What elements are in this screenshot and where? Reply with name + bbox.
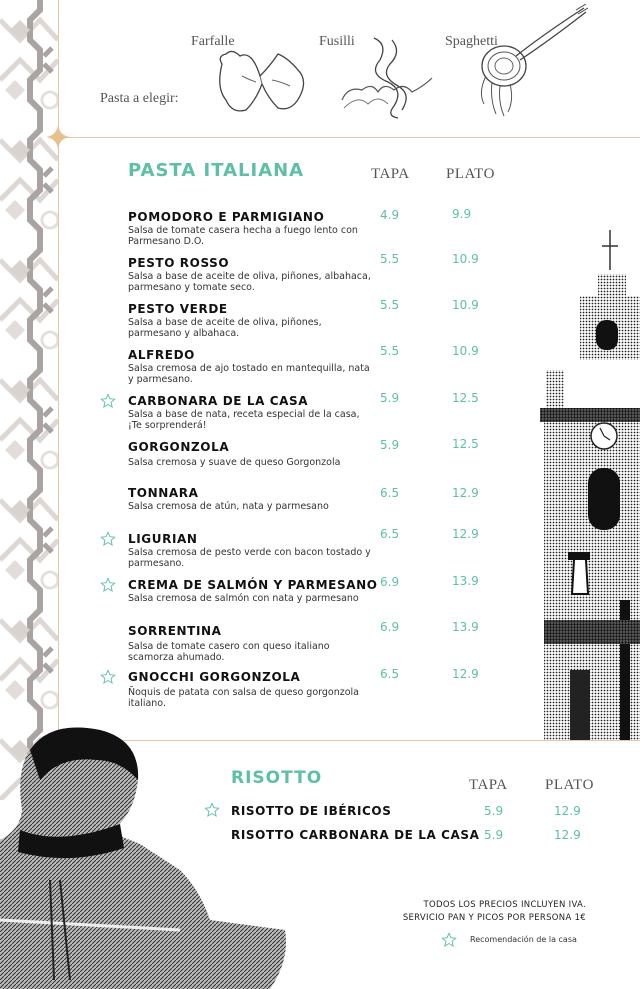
shape-label-fusilli: Fusilli xyxy=(319,34,355,49)
menu-item xyxy=(128,348,378,385)
shape-label-spaghetti: Spaghetti xyxy=(445,34,498,49)
item-name: PESTO VERDE xyxy=(128,302,228,316)
price-tapa: 6.5 xyxy=(380,486,400,500)
item-name: POMODORO E PARMIGIANO xyxy=(128,210,325,224)
price-plato: 12.5 xyxy=(452,437,479,451)
column-header-plato: PLATO xyxy=(545,777,594,793)
price-tapa: 5.9 xyxy=(380,391,400,405)
menu-item xyxy=(128,394,378,431)
menu-item xyxy=(128,302,378,339)
item-description: Salsa de tomate casero con queso italiano scamorza ahumado. xyxy=(128,641,330,663)
legend-recommendation: Recomendación de la casa xyxy=(470,935,577,944)
fusilli-icon xyxy=(338,34,438,120)
price-tapa: 5.5 xyxy=(380,344,400,358)
item-description: Salsa a base de aceite de oliva, piñones, albahaca, parmesano y tomate seco. xyxy=(128,271,371,293)
price-plato: 12.9 xyxy=(452,667,479,681)
item-name: PESTO ROSSO xyxy=(128,256,230,270)
geometric-pattern-border xyxy=(0,0,58,800)
item-name: GORGONZOLA xyxy=(128,440,230,454)
price-plato: 10.9 xyxy=(452,252,479,266)
menu-item xyxy=(128,486,378,512)
price-tapa: 5.5 xyxy=(380,298,400,312)
price-tapa: 5.9 xyxy=(484,804,504,818)
column-header-plato: PLATO xyxy=(446,166,495,182)
item-description: Salsa cremosa y suave de queso Gorgonzola xyxy=(128,457,341,468)
menu-item xyxy=(128,624,378,663)
recommended-star-icon xyxy=(100,577,116,593)
recommended-star-icon xyxy=(204,802,220,818)
price-tapa: 5.5 xyxy=(380,252,400,266)
menu-item xyxy=(128,210,378,247)
item-name: ALFREDO xyxy=(128,348,195,362)
item-name: CREMA DE SALMÓN Y PARMESANO xyxy=(128,578,378,592)
statue-illustration xyxy=(0,720,300,989)
recommended-star-icon xyxy=(100,669,116,685)
price-plato: 10.9 xyxy=(452,298,479,312)
item-description: Salsa a base de aceite de oliva, piñones, parmesano y albahaca. xyxy=(128,317,322,339)
recommended-star-icon xyxy=(100,393,116,409)
item-description: Ñoquis de patata con salsa de queso gorgonzola italiano. xyxy=(128,687,359,709)
price-plato: 13.9 xyxy=(452,620,479,634)
price-tapa: 6.9 xyxy=(380,620,400,634)
price-tapa: 6.5 xyxy=(380,527,400,541)
item-description: Salsa a base de nata, receta especial de la casa, ¡Te sorprenderá! xyxy=(128,409,360,431)
item-name: LIGURIAN xyxy=(128,532,198,546)
item-name: CARBONARA DE LA CASA xyxy=(128,394,309,408)
shape-label-farfalle: Farfalle xyxy=(191,34,235,49)
item-name: TONNARA xyxy=(128,486,199,500)
legend-star-icon xyxy=(441,932,457,948)
item-description: Salsa cremosa de pesto verde con bacon tostado y parmesano. xyxy=(128,547,371,569)
four-point-star-icon xyxy=(46,125,70,149)
menu-item xyxy=(128,532,378,569)
price-tapa: 5.9 xyxy=(484,828,504,842)
price-plato: 12.9 xyxy=(452,527,479,541)
price-tapa: 4.9 xyxy=(380,208,400,222)
spaghetti-fork-icon xyxy=(464,4,588,120)
menu-item xyxy=(128,578,378,604)
menu-item xyxy=(128,670,378,709)
price-plato: 12.9 xyxy=(554,804,581,818)
church-tower-illustration xyxy=(540,230,640,740)
price-tapa: 6.9 xyxy=(380,575,400,589)
item-description: Salsa cremosa de ajo tostado en mantequilla, nata y parmesano. xyxy=(128,363,370,385)
chooser-label: Pasta a elegir: xyxy=(100,91,179,106)
recommended-star-icon xyxy=(100,531,116,547)
price-plato: 9.9 xyxy=(452,207,472,221)
price-tapa: 5.9 xyxy=(380,438,400,452)
column-header-tapa: TAPA xyxy=(469,777,508,793)
tax-note: TODOS LOS PRECIOS INCLUYEN IVA. xyxy=(423,900,586,910)
menu-item xyxy=(128,256,378,293)
column-header-tapa: TAPA xyxy=(371,166,410,182)
risotto-section-title: RISOTTO xyxy=(231,768,323,788)
price-plato: 10.9 xyxy=(452,344,479,358)
menu-item xyxy=(128,440,378,468)
price-plato: 12.9 xyxy=(554,828,581,842)
vertical-divider xyxy=(58,0,59,740)
item-description: Salsa de tomate casera hecha a fuego lento con Parmesano D.O. xyxy=(128,225,358,247)
price-plato: 12.5 xyxy=(452,391,479,405)
price-tapa: 6.5 xyxy=(380,667,400,681)
item-name: GNOCCHI GORGONZOLA xyxy=(128,670,301,684)
top-divider xyxy=(58,137,640,138)
item-description: Salsa cremosa de atún, nata y parmesano xyxy=(128,501,329,512)
bread-service-note: SERVICIO PAN Y PICOS POR PERSONA 1€ xyxy=(402,913,586,923)
risotto-item-name: RISOTTO DE IBÉRICOS xyxy=(231,804,392,818)
item-name: SORRENTINA xyxy=(128,624,222,638)
farfalle-icon xyxy=(212,36,312,120)
price-plato: 13.9 xyxy=(452,574,479,588)
risotto-item-name: RISOTTO CARBONARA DE LA CASA xyxy=(231,828,480,842)
price-plato: 12.9 xyxy=(452,486,479,500)
item-description: Salsa cremosa de salmón con nata y parmesano xyxy=(128,593,359,604)
pasta-section-title: PASTA ITALIANA xyxy=(128,160,305,181)
